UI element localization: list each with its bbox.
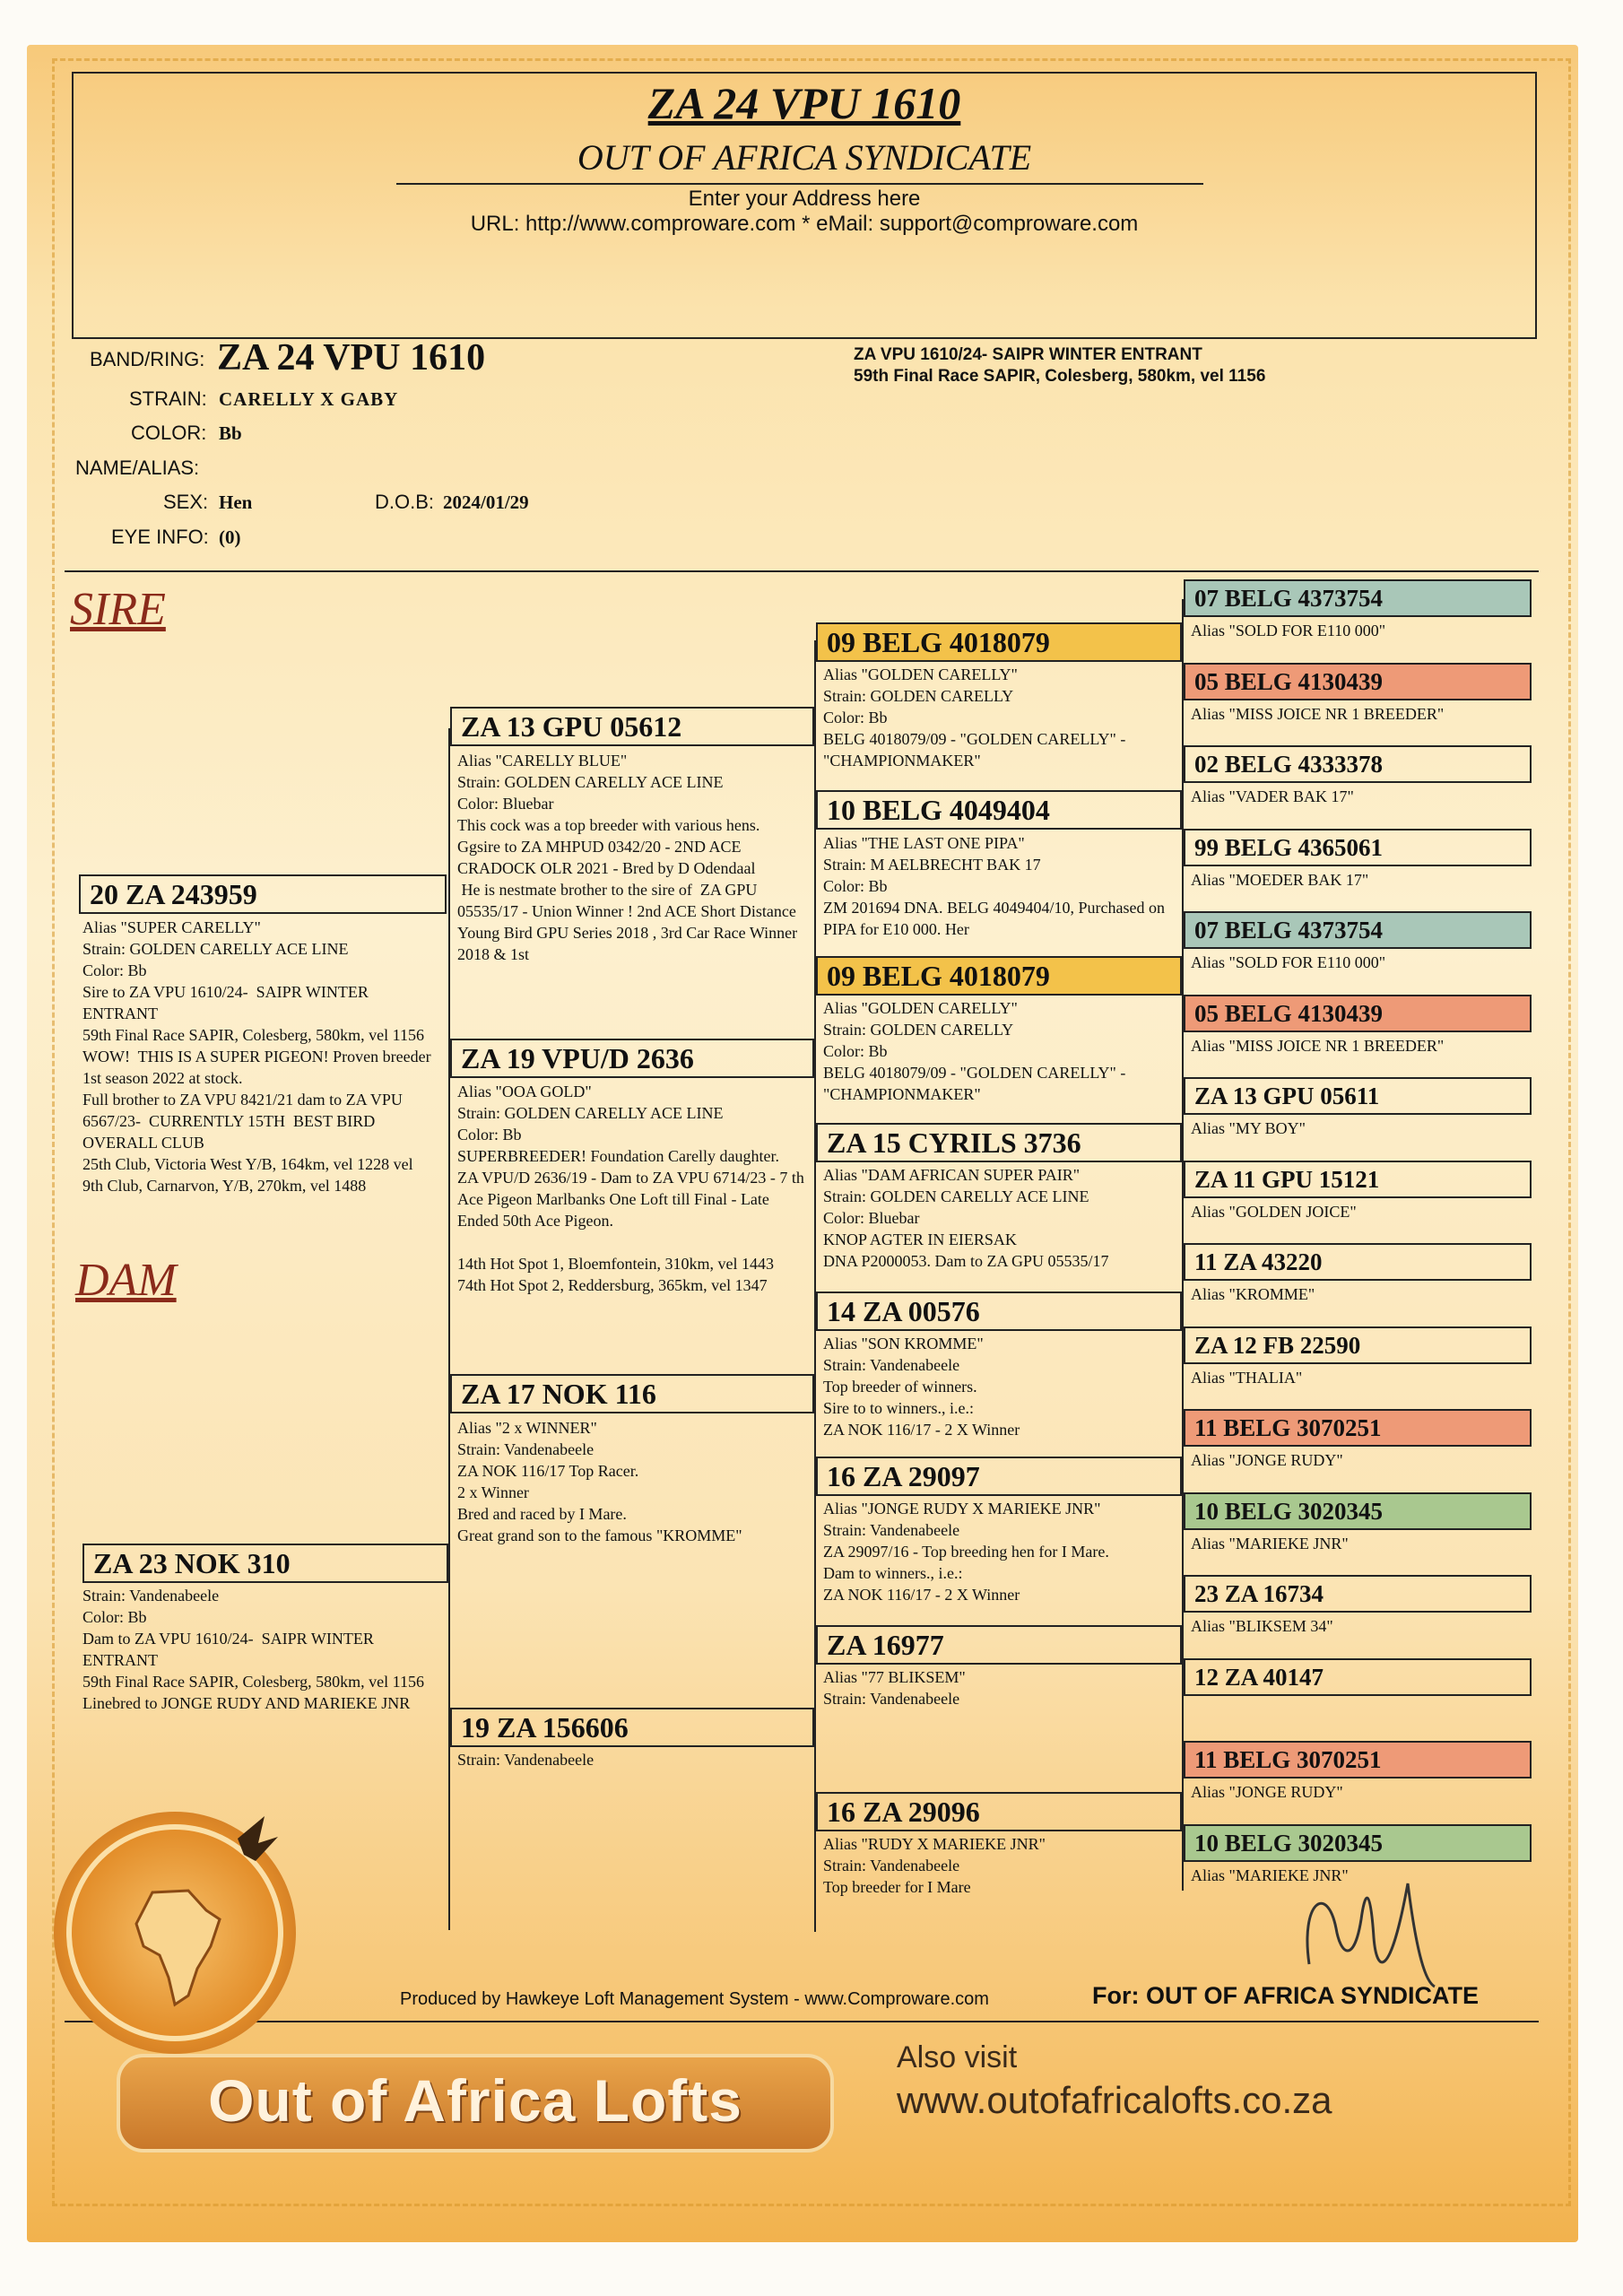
detail-line: Alias "SON KROMME" [823,1335,984,1352]
gen4-ring-box: 02 BELG 4333378 [1184,745,1532,783]
detail-line: Strain: Vandenabeele [823,1690,960,1708]
gen3-details [823,664,1177,771]
for-syndicate: For: OUT OF AFRICA SYNDICATE [1092,1982,1479,2009]
gen4-ring-box: ZA 11 GPU 15121 [1184,1161,1532,1198]
gen3-ring-box: 10 BELG 4049404 [816,790,1182,830]
sire-ring-box: 20 ZA 243959 [79,874,447,914]
gen4-ring-box: 05 BELG 4130439 [1184,995,1532,1032]
gen3-ring-box: 09 BELG 4018079 [816,622,1182,662]
detail-line: Strain: GOLDEN CARELLY ACE LINE [457,1104,724,1122]
detail-line: ZA VPU/D 2636/19 - Dam to ZA VPU 6714/23 - 7 th Ace Pigeon Marlbanks One Loft till Final - Late Ended 50th Ace Pigeon. [457,1169,808,1230]
gen4-ring-box: 05 BELG 4130439 [1184,663,1532,700]
detail-line: Strain: GOLDEN CARELLY [823,1021,1014,1039]
brand-banner-text: Out of Africa Lofts [208,2067,742,2134]
gen4-ring-box: 10 BELG 3020345 [1184,1492,1532,1530]
detail-line: WOW! THIS IS A SUPER PIGEON! Proven breeder 1st season 2022 at stock. [82,1048,436,1087]
gen3-details [823,1498,1177,1605]
header-title: ZA 24 VPU 1610 [647,78,961,128]
detail-line: Alias "CARELLY BLUE" [457,752,628,770]
gen2-ring-box: 19 ZA 156606 [450,1708,814,1747]
brand-banner [117,2054,834,2152]
gen2-details [457,1749,807,1770]
gen3-connector [814,640,816,1932]
gen4-ring-box: 07 BELG 4373754 [1184,579,1532,617]
detail-line: Alias "2 x WINNER" [457,1419,597,1437]
detail-line: Alias "JONGE RUDY X MARIEKE JNR" [823,1500,1101,1518]
gen3-details [823,832,1177,940]
gen4-alias: Alias "MARIEKE JNR" [1191,1535,1349,1552]
detail-line: Strain: GOLDEN CARELLY ACE LINE [823,1187,1089,1205]
gen3-ring-box: 16 ZA 29096 [816,1792,1182,1831]
gen3-details [823,1666,1177,1709]
dob-label: D.O.B: [375,491,435,513]
color-label: COLOR: [131,422,207,444]
detail-line: Strain: Vandenabeele [457,1440,595,1458]
gen3-ring-box: ZA 16977 [816,1625,1182,1665]
detail-line: Alias "RUDY X MARIEKE JNR" [823,1835,1046,1853]
header-subtitle: OUT OF AFRICA SYNDICATE [577,137,1032,178]
detail-line: ZA NOK 116/17 Top Racer. [457,1462,639,1480]
detail-line: Strain: Vandenabeele [823,1521,960,1539]
detail-line: Sire to to winners., i.e.: [823,1399,974,1417]
gen2-connector [448,728,450,1930]
detail-line: Color: Bb [823,1042,888,1060]
gen4-alias: Alias "MISS JOICE NR 1 BREEDER" [1191,705,1445,723]
detail-line: Color: Bluebar [823,1209,920,1227]
bird-note-1: ZA VPU 1610/24- SAIPR WINTER ENTRANT [854,345,1202,364]
strain-value: CARELLY X GABY [219,388,399,410]
gen2-details [457,1081,807,1296]
gen4-ring-box: 99 BELG 4365061 [1184,829,1532,866]
detail-line: Color: Bb [82,1608,147,1626]
gen3-details [823,997,1177,1105]
eye-label: EYE INFO: [111,526,209,548]
detail-line: Alias "OOA GOLD" [457,1083,592,1100]
detail-line: KNOP AGTER IN EIERSAK [823,1231,1017,1248]
name-label: NAME/ALIAS: [75,457,200,479]
detail-line: 9th Club, Carnarvon, Y/B, 270km, vel 1488 [82,1177,367,1195]
detail-line: Strain: GOLDEN CARELLY [823,687,1014,705]
detail-line: SUPERBREEDER! Foundation Carelly daughter. [457,1147,779,1165]
header-contact: URL: http://www.comproware.com * eMail: support@comproware.com [470,212,1139,236]
band-value: ZA 24 VPU 1610 [217,337,486,378]
gen2-details [457,750,807,965]
detail-line: Color: Bb [457,1126,522,1144]
gen4-alias: Alias "KROMME" [1191,1285,1315,1303]
gen2-ring-box: ZA 19 VPU/D 2636 [450,1039,814,1078]
detail-line: 2 x Winner [457,1483,529,1501]
color-value: Bb [219,422,242,444]
gen3-details [823,1833,1177,1898]
gen4-ring-box: 07 BELG 4373754 [1184,911,1532,949]
gen2-ring-box: ZA 17 NOK 116 [450,1374,814,1413]
gen4-alias: Alias "JONGE RUDY" [1191,1451,1343,1469]
detail-line: Bred and raced by I Mare. [457,1505,627,1523]
detail-line: Strain: Vandenabeele [823,1356,960,1374]
gen4-ring-box: 11 BELG 3070251 [1184,1409,1532,1447]
detail-line: Strain: Vandenabeele [82,1587,220,1605]
signature-mark [1291,1830,1444,1991]
detail-line: Strain: GOLDEN CARELLY ACE LINE [457,773,724,791]
detail-line: Color: Bluebar [457,795,554,813]
detail-line: Top breeder of winners. [823,1378,977,1396]
detail-line: BELG 4018079/09 - "GOLDEN CARELLY" - "CHAMPIONMAKER" [823,1064,1130,1103]
band-label: BAND/RING: [90,348,205,370]
gen3-details [823,1164,1177,1272]
detail-line: This cock was a top breeder with various hens. [457,816,760,834]
detail-line: ZA NOK 116/17 - 2 X Winner [823,1421,1020,1439]
africa-map-icon [54,1812,296,2054]
gen3-ring-box: ZA 15 CYRILS 3736 [816,1123,1182,1162]
gen4-alias: Alias "GOLDEN JOICE" [1191,1203,1357,1221]
detail-line: Strain: M AELBRECHT BAK 17 [823,856,1041,874]
header-box [72,72,1537,339]
gen4-alias: Alias "MOEDER BAK 17" [1191,871,1369,889]
gen4-alias: Alias "MY BOY" [1191,1119,1306,1137]
dam-ring-box: ZA 23 NOK 310 [82,1544,448,1583]
detail-line: Strain: Vandenabeele [457,1751,595,1769]
detail-line: He is nestmate brother to the sire of ZA GPU 05535/17 - Union Winner ! 2nd ACE Short Distance Young Bird GPU Series 2018 , 3rd Car Race Winner 2018 & 1st [457,881,802,963]
gen4-ring-box: 23 ZA 16734 [1184,1575,1532,1613]
gen3-ring-box: 09 BELG 4018079 [816,956,1182,996]
detail-line: Color: Bb [82,961,147,979]
gen4-ring-box: 12 ZA 40147 [1184,1658,1532,1696]
produced-by: Produced by Hawkeye Loft Management System - www.Comproware.com [400,1989,989,2009]
detail-line: Alias "SUPER CARELLY" [82,918,261,936]
eye-value: (0) [219,526,241,548]
gen4-alias: Alias "MISS JOICE NR 1 BREEDER" [1191,1037,1445,1055]
africa-seal-logo [54,1812,296,2054]
dam-details [82,1585,439,1714]
sire-heading: SIRE [70,584,166,635]
detail-line: 74th Hot Spot 2, Reddersburg, 365km, vel 1347 [457,1276,768,1294]
gen3-details [823,1333,1177,1440]
detail-line: Alias "GOLDEN CARELLY" [823,999,1018,1017]
sex-value: Hen [219,491,253,513]
gen3-ring-box: 14 ZA 00576 [816,1292,1182,1331]
detail-line [457,1231,807,1253]
detail-line: Sire to ZA VPU 1610/24- SAIPR WINTER ENTRANT [82,983,373,1022]
detail-line: Alias "THE LAST ONE PIPA" [823,834,1025,852]
dob-value: 2024/01/29 [443,491,529,513]
detail-line: 59th Final Race SAPIR, Colesberg, 580km, vel 1156 [82,1026,424,1044]
detail-line: Alias "77 BLIKSEM" [823,1668,966,1686]
header-rule [396,183,1203,185]
detail-line: Alias "GOLDEN CARELLY" [823,665,1018,683]
gen4-alias: Alias "SOLD FOR E110 000" [1191,953,1386,971]
website-link[interactable]: www.outofafricalofts.co.za [897,2079,1332,2121]
detail-line: Ggsire to ZA MHPUD 0342/20 - 2ND ACE CRADOCK OLR 2021 - Bred by D Odendaal [457,838,756,877]
detail-line: Color: Bb [823,709,888,726]
info-divider [65,570,1539,572]
detail-line: Strain: Vandenabeele [823,1857,960,1874]
detail-line: 59th Final Race SAPIR, Colesberg, 580km, vel 1156 [82,1673,424,1691]
detail-line: Color: Bb [823,877,888,895]
detail-line: ZM 201694 DNA. BELG 4049404/10, Purchased on PIPA for E10 000. Her [823,899,1169,938]
gen4-ring-box: 11 BELG 3070251 [1184,1741,1532,1779]
sex-label: SEX: [163,491,209,513]
detail-line: Strain: GOLDEN CARELLY ACE LINE [82,940,349,958]
gen2-details [457,1417,807,1546]
gen4-alias: Alias "VADER BAK 17" [1191,787,1354,805]
detail-line: Dam to winners., i.e.: [823,1564,963,1582]
detail-line: Linebred to JONGE RUDY AND MARIEKE JNR [82,1694,411,1712]
sire-details [82,917,439,1196]
gen2-ring-box: ZA 13 GPU 05612 [450,707,814,746]
dam-heading: DAM [75,1255,177,1306]
bird-note-2: 59th Final Race SAPIR, Colesberg, 580km, vel 1156 [854,367,1266,386]
gen4-alias: Alias "MARIEKE JNR" [1191,1866,1349,1884]
gen3-ring-box: 16 ZA 29097 [816,1457,1182,1496]
gen4-alias: Alias "THALIA" [1191,1369,1303,1387]
detail-line: Top breeder for I Mare [823,1878,971,1896]
gen4-ring-box: 11 ZA 43220 [1184,1243,1532,1281]
gen4-ring-box: 10 BELG 3020345 [1184,1824,1532,1862]
detail-line: DNA P2000053. Dam to ZA GPU 05535/17 [823,1252,1109,1270]
gen4-alias: Alias "BLIKSEM 34" [1191,1617,1333,1635]
gen4-alias: Alias "JONGE RUDY" [1191,1783,1343,1801]
gen4-ring-box: ZA 13 GPU 05611 [1184,1077,1532,1115]
detail-line: Dam to ZA VPU 1610/24- SAIPR WINTER ENTRANT [82,1630,378,1669]
gen4-ring-box: ZA 12 FB 22590 [1184,1326,1532,1364]
detail-line: 25th Club, Victoria West Y/B, 164km, vel 1228 vel [82,1155,413,1173]
detail-line: ZA 29097/16 - Top breeding hen for I Mare. [823,1543,1109,1561]
detail-line: ZA NOK 116/17 - 2 X Winner [823,1586,1020,1604]
detail-line: Alias "DAM AFRICAN SUPER PAIR" [823,1166,1081,1184]
also-visit: Also visit [897,2040,1018,2074]
detail-line: 14th Hot Spot 1, Bloemfontein, 310km, vel 1443 [457,1255,774,1273]
header-address: Enter your Address here [688,187,921,211]
detail-line: Great grand son to the famous "KROMME" [457,1526,742,1544]
strain-label: STRAIN: [129,387,207,410]
detail-line: BELG 4018079/09 - "GOLDEN CARELLY" - "CHAMPIONMAKER" [823,730,1130,770]
detail-line: Full brother to ZA VPU 8421/21 dam to ZA VPU 6567/23- CURRENTLY 15TH BEST BIRD OVERALL CLUB [82,1091,407,1152]
gen4-alias: Alias "SOLD FOR E110 000" [1191,622,1386,639]
